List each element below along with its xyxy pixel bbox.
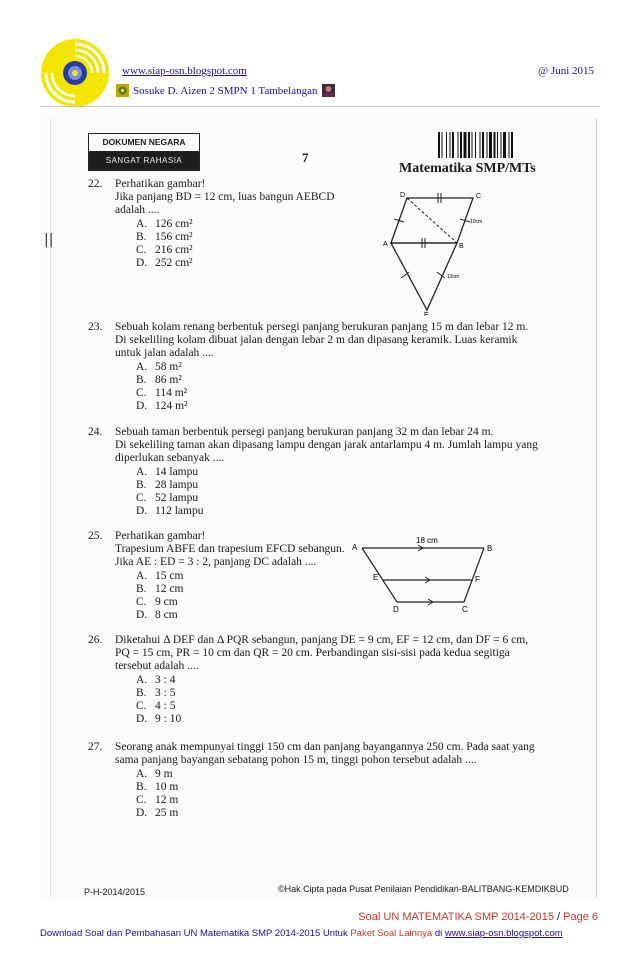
- question-line: Diketahui Δ DEF dan Δ PQR sebangun, panjang DE = 9 cm, EF = 12 cm, dan DF = 6 cm,: [115, 634, 529, 646]
- option: [136, 492, 548, 505]
- option-text: 8 cm: [155, 609, 178, 621]
- option-text: 14 lampu: [155, 466, 199, 478]
- question-23: [88, 321, 548, 413]
- fig25-dim-ab: 18 cm: [416, 536, 438, 545]
- question-line: Trapesium ABFE dan trapesium EFCD sebangun.: [115, 543, 345, 555]
- question-number: 22.: [88, 178, 103, 190]
- option-text: 15 cm: [155, 570, 184, 582]
- option: [136, 807, 548, 820]
- question-line: Perhatikan gambar!: [115, 530, 206, 542]
- fig25-label-f: F: [475, 575, 480, 584]
- option-text: 52 lampu: [155, 492, 199, 504]
- scan-footer-code: P-H-2014/2015: [84, 887, 146, 897]
- barcode-icon: [438, 132, 556, 158]
- option-text: 3 : 4: [155, 674, 176, 686]
- option: [136, 479, 548, 492]
- option-label: C.: [136, 244, 147, 256]
- footer-site-link[interactable]: www.siap-osn.blogspot.com: [444, 928, 563, 939]
- option-label: C.: [136, 596, 147, 608]
- footer-page-info: [358, 911, 598, 923]
- option-text: 4 : 5: [155, 700, 176, 712]
- question-line: sama panjang bayangan sebatang pohon 15 m, tinggi pohon tersebut adalah ....: [115, 754, 477, 766]
- fig22-dim-bc: 10cm: [470, 219, 483, 225]
- option: [136, 387, 548, 400]
- scan-footer-copyright: ©Hak Cipta pada Pusat Penilaian Pendidikan-BALITBANG-KEMDIKBUD: [278, 884, 569, 894]
- question-line: Perhatikan gambar!: [115, 178, 206, 190]
- option-text: 3 : 5: [155, 687, 176, 699]
- question-26: [88, 634, 548, 726]
- question-24: [88, 426, 548, 518]
- header-subtitle-text: Sosuke D. Aizen 2 SMPN 1 Tambelangan: [133, 84, 318, 97]
- option-label: A.: [136, 218, 148, 230]
- fig25-label-b: B: [487, 544, 493, 553]
- figure-trapezoid: [352, 532, 522, 614]
- option-text: 9 : 10: [155, 713, 182, 725]
- option-label: D.: [136, 807, 148, 819]
- option-label: C.: [136, 387, 147, 399]
- option-label: A.: [136, 570, 148, 582]
- emblem-icon: [116, 84, 129, 97]
- option-text: 252 cm²: [155, 257, 193, 269]
- question-25: [88, 530, 358, 622]
- avatar-icon: [322, 84, 335, 97]
- header-divider: [40, 106, 600, 107]
- option-text: 12 cm: [155, 583, 184, 595]
- option: [136, 781, 548, 794]
- question-line: Jika AE : ED = 3 : 2, panjang DC adalah ....: [115, 556, 317, 568]
- figure-kite-parallelogram: [370, 186, 510, 316]
- footer-download-line: [40, 928, 563, 939]
- option: [136, 609, 358, 622]
- document-classification-box: [88, 133, 200, 171]
- option-text: 86 m²: [155, 374, 182, 386]
- option-label: D.: [136, 400, 148, 412]
- footer-download-di: di: [434, 928, 443, 939]
- option-label: C.: [136, 700, 147, 712]
- option-text: 28 lampu: [155, 479, 199, 491]
- option: [136, 768, 548, 781]
- option: [136, 674, 548, 687]
- option-text: 9 cm: [155, 596, 178, 608]
- option: [136, 700, 548, 713]
- option-label: A.: [136, 466, 148, 478]
- fig22-label-d: D: [400, 192, 406, 199]
- option-label: C.: [136, 492, 147, 504]
- question-line: tersebut adalah ....: [115, 660, 199, 672]
- option: [136, 374, 548, 387]
- question-number: 26.: [88, 634, 103, 646]
- footer-download-mid: Paket Soal Lainnya: [350, 928, 433, 939]
- subject-title: Matematika SMP/MTs: [399, 161, 536, 176]
- question-line: Sebuah kolam renang berbentuk persegi panjang berukuran panjang 15 m dan lebar 12 m.: [115, 321, 529, 333]
- option: [136, 505, 548, 518]
- option-text: 12 m: [155, 794, 179, 806]
- question-line: untuk jalan adalah ....: [115, 347, 214, 359]
- header-site-link[interactable]: www.siap-osn.blogspot.com: [122, 65, 247, 77]
- question-line: diperlukan sebanyak ....: [115, 452, 225, 464]
- option-label: B.: [136, 583, 147, 595]
- doc-label-top: DOKUMEN NEGARA: [89, 134, 199, 152]
- scan-edge-right: [596, 118, 597, 898]
- fig25-label-c: C: [462, 605, 468, 614]
- question-line: Di sekeliling taman akan dipasang lampu dengan jarak antarlampu 4 m. Jumlah lampu yang: [115, 439, 538, 451]
- option: [136, 687, 548, 700]
- option-label: D.: [136, 257, 148, 269]
- option-text: 126 cm²: [155, 218, 193, 230]
- option-text: 112 lampu: [155, 505, 204, 517]
- question-line: PQ = 15 cm, PR = 10 cm dan QR = 20 cm. Perbandingan sisi-sisi pada kedua segitiga: [115, 647, 510, 659]
- question-22: [88, 178, 358, 270]
- question-line: Di sekeliling kolam dibuat jalan dengan lebar 2 m dan dipasang keramik. Luas keramik: [115, 334, 518, 346]
- option-label: B.: [136, 374, 147, 386]
- binder-mark: ||: [44, 232, 54, 248]
- option-label: A.: [136, 361, 148, 373]
- option: [136, 218, 358, 231]
- fig22-label-a: A: [383, 241, 388, 248]
- option: [136, 583, 358, 596]
- option: [136, 400, 548, 413]
- option-text: 9 m: [155, 768, 173, 780]
- option: [136, 596, 358, 609]
- option-label: B.: [136, 781, 147, 793]
- option-label: B.: [136, 479, 147, 491]
- question-number: 24.: [88, 426, 103, 438]
- option: [136, 466, 548, 479]
- option-text: 156 cm²: [155, 231, 193, 243]
- scan-page-number: 7: [302, 150, 309, 165]
- doc-label-bottom: SANGAT RAHASIA: [89, 152, 199, 170]
- footer-page-number: Page 6: [563, 911, 598, 923]
- fig22-label-e: E: [424, 312, 429, 316]
- fig22-dim-be: 13cm: [447, 274, 460, 280]
- option-label: B.: [136, 687, 147, 699]
- question-number: 27.: [88, 741, 103, 753]
- option-text: 25 m: [155, 807, 179, 819]
- option-text: 216 cm²: [155, 244, 193, 256]
- site-logo-icon: [40, 38, 110, 108]
- option-label: D.: [136, 713, 148, 725]
- footer-page-label: Soal UN MATEMATIKA SMP 2014-2015: [358, 911, 554, 923]
- fig22-label-b: B: [459, 243, 464, 250]
- question-number: 25.: [88, 530, 103, 542]
- fig25-label-a: A: [352, 543, 358, 552]
- footer-page-separator: /: [557, 911, 561, 923]
- question-27: [88, 741, 548, 820]
- question-line: Jika panjang BD = 12 cm, luas bangun AEBCD adalah ....: [115, 191, 335, 216]
- option-label: A.: [136, 768, 148, 780]
- question-line: Seorang anak mempunyai tinggi 150 cm dan panjang bayangannya 250 cm. Pada saat yang: [115, 741, 535, 753]
- option-text: 58 m²: [155, 361, 182, 373]
- option-label: B.: [136, 231, 147, 243]
- option: [136, 713, 548, 726]
- option-text: 114 m²: [155, 387, 188, 399]
- option-text: 124 m²: [155, 400, 188, 412]
- option-label: D.: [136, 609, 148, 621]
- option: [136, 244, 358, 257]
- option: [136, 361, 548, 374]
- header-date: @ Juni 2015: [538, 65, 594, 77]
- option: [136, 231, 358, 244]
- fig25-label-d: D: [393, 605, 399, 614]
- option-label: D.: [136, 505, 148, 517]
- header-subtitle: [116, 84, 335, 97]
- option-label: A.: [136, 674, 148, 686]
- question-line: Sebuah taman berbentuk persegi panjang berukuran panjang 32 m dan lebar 24 m.: [115, 426, 494, 438]
- question-number: 23.: [88, 321, 103, 333]
- fig22-label-c: C: [476, 193, 482, 200]
- option: [136, 794, 548, 807]
- option: [136, 570, 358, 583]
- option-label: C.: [136, 794, 147, 806]
- footer-download-prefix: Download Soal dan Pembahasan UN Matematika SMP 2014-2015 Untuk: [40, 928, 348, 939]
- option: [136, 257, 358, 270]
- option-text: 10 m: [155, 781, 179, 793]
- fig25-label-e: E: [373, 573, 379, 582]
